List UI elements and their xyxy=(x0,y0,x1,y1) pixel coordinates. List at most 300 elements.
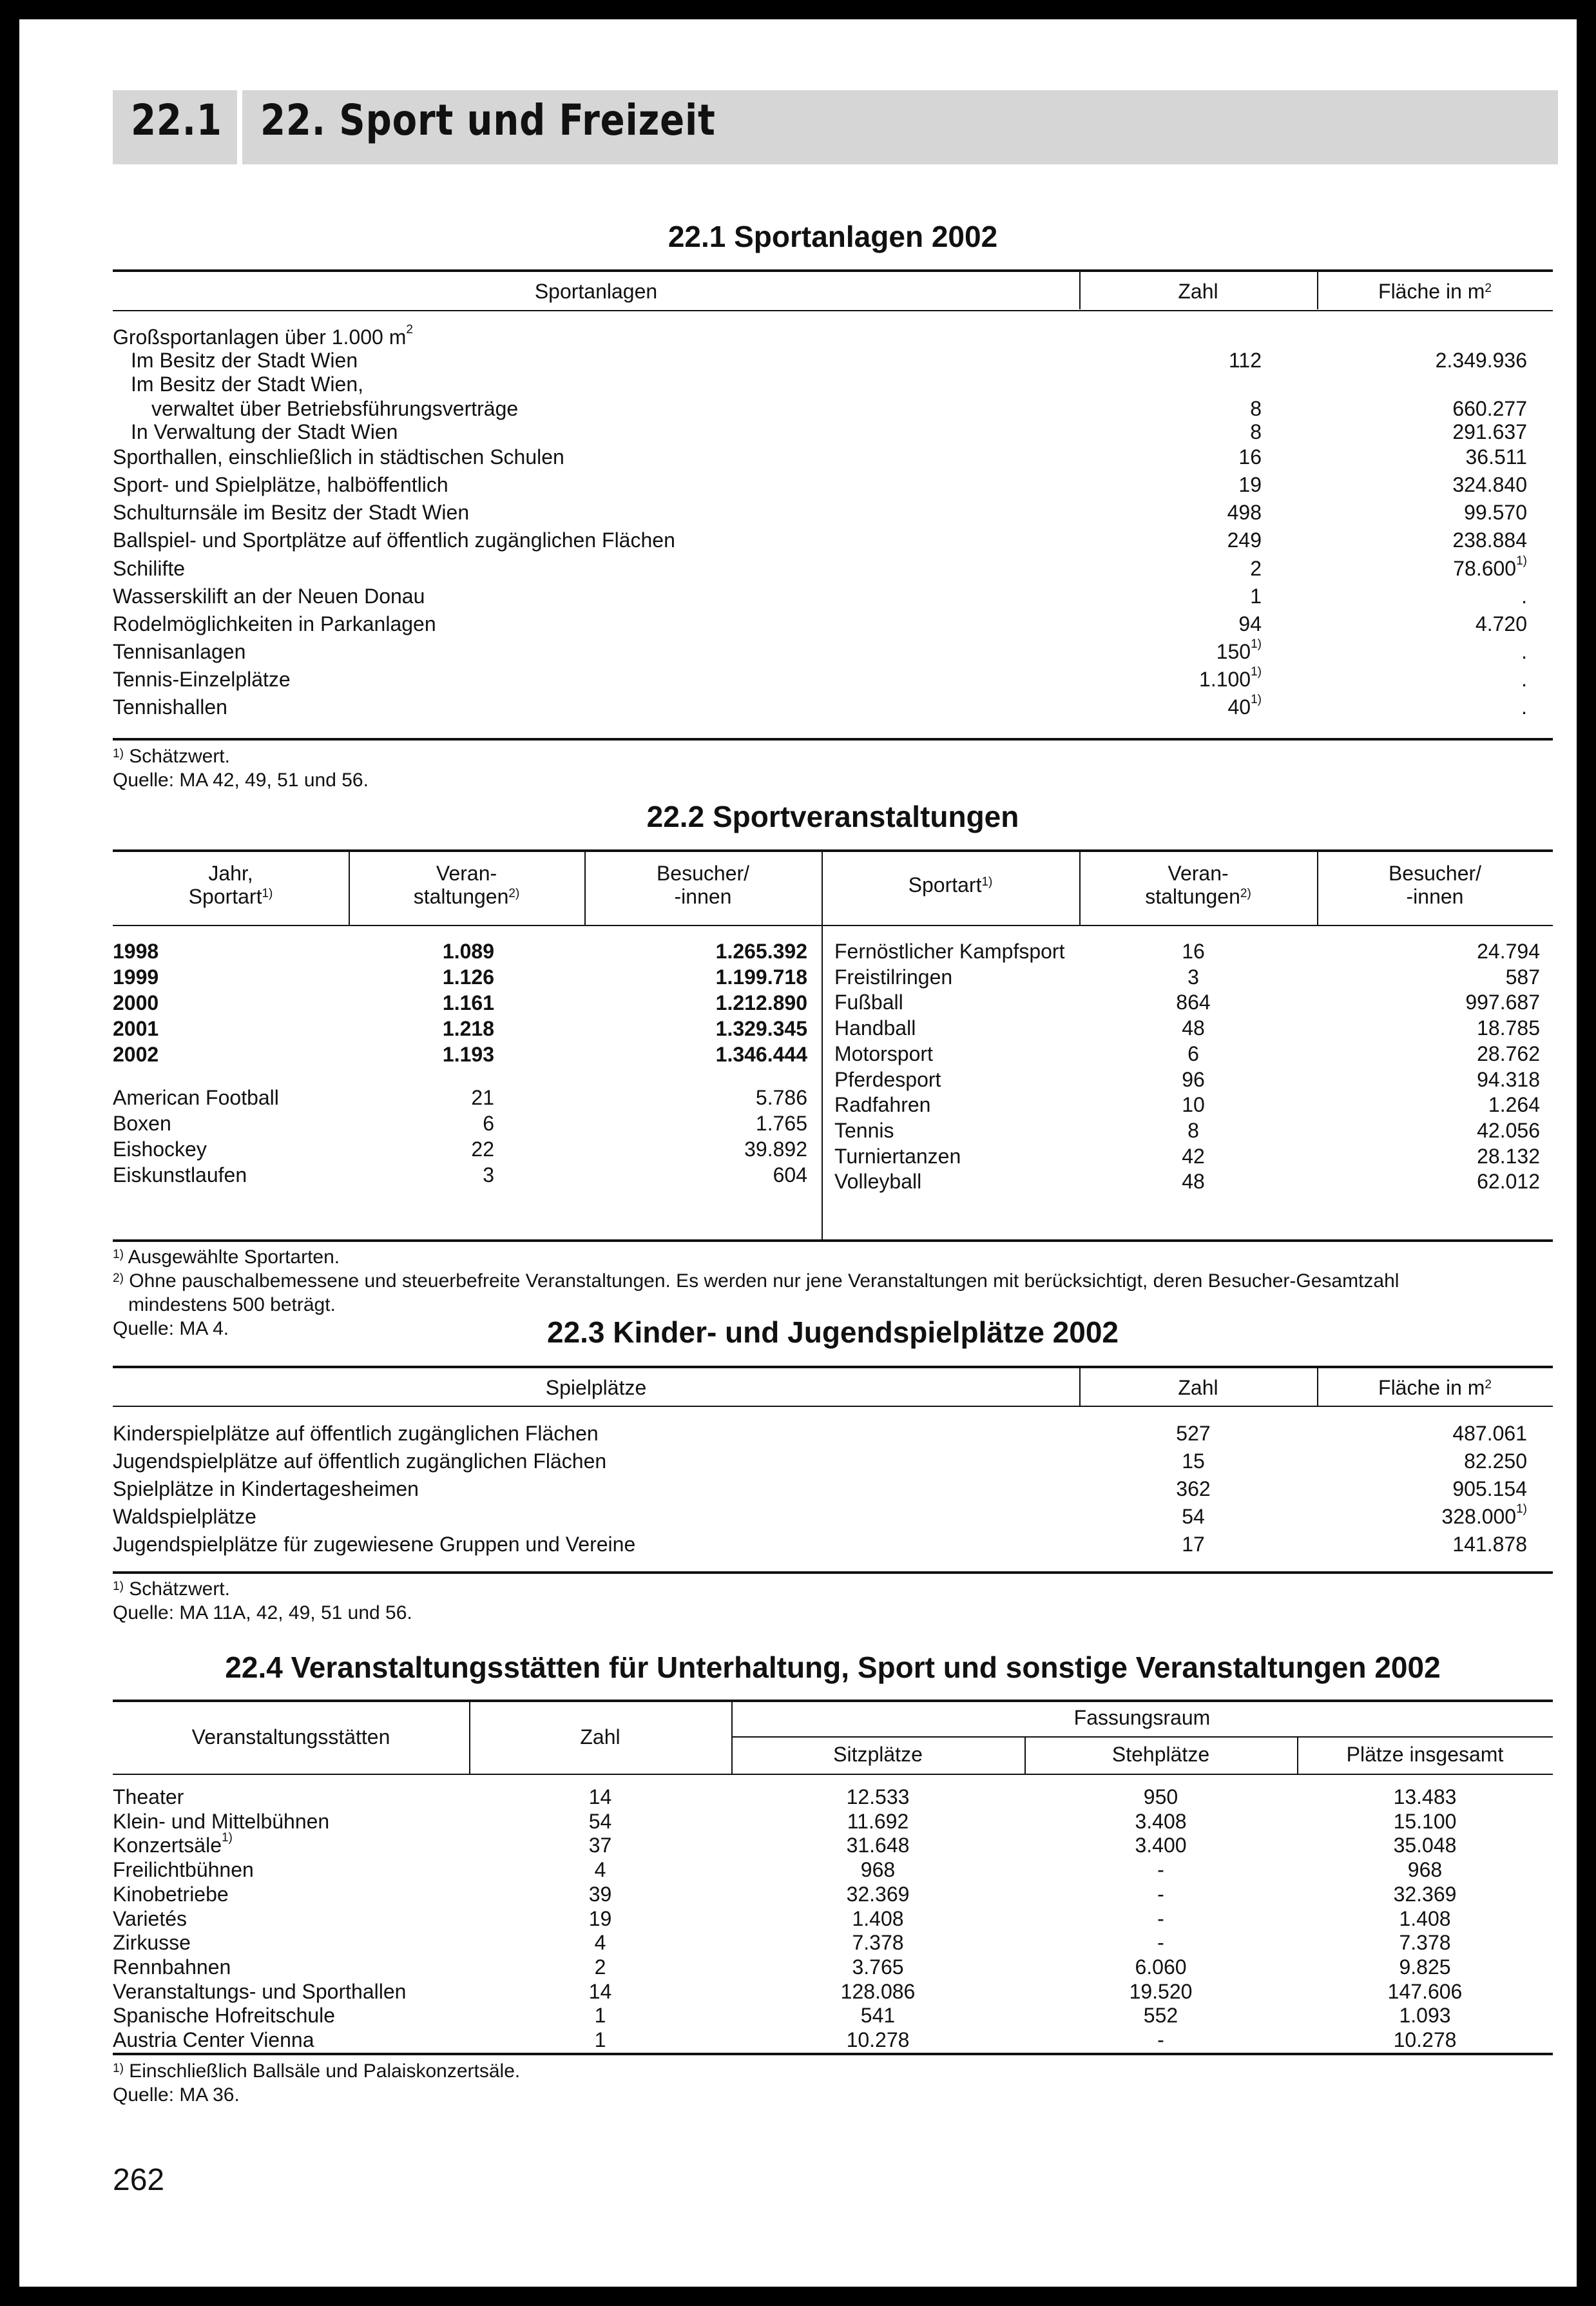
t1-row-label xyxy=(113,557,185,581)
t2-left-veran xyxy=(349,991,494,1015)
t3-row-zahl-text: 527 xyxy=(1176,1422,1211,1445)
t2-right-veran-text: 3 xyxy=(1187,965,1199,989)
t3-row-flaeche-text: 141.878 xyxy=(1452,1533,1527,1556)
t2-right-besucher xyxy=(1317,1042,1540,1066)
col-header-bes-line1: Besucher/ xyxy=(656,862,750,885)
t4-row-sitz-text: 968 xyxy=(860,1858,896,1882)
t1-row-zahl xyxy=(1079,501,1262,525)
t4-row-sitz-text: 7.378 xyxy=(852,1931,904,1955)
t4-row-zahl-text: 4 xyxy=(594,1858,606,1882)
source-note: Quelle: MA 4. xyxy=(113,1318,229,1339)
col-header-besucher xyxy=(584,862,822,908)
t2-left-veran xyxy=(349,1138,494,1161)
t1-row-flaeche-text: 36.511 xyxy=(1465,445,1527,469)
t2-left-veran-text: 21 xyxy=(471,1086,494,1109)
superscript: 2) xyxy=(1240,887,1251,900)
t2-left-besucher-text: 1.212.890 xyxy=(715,991,807,1014)
t4-row-label xyxy=(113,2028,314,2052)
t2-right-label xyxy=(834,965,952,989)
col-header-stehplaetze: Stehplätze xyxy=(1111,1743,1210,1766)
t2-right-label-text: Handball xyxy=(834,1016,916,1040)
table-22-4 xyxy=(113,1637,1553,2153)
t4-row-label-text: Konzertsäle xyxy=(113,1834,222,1857)
t1-row-label-text: Tennishallen xyxy=(113,695,227,719)
source-note: Quelle: MA 36. xyxy=(113,2084,240,2106)
t2-left-label-text: 2001 xyxy=(113,1017,159,1040)
t4-row-gesamt xyxy=(1297,2004,1553,2028)
t4-row-zahl-text: 1 xyxy=(594,2004,606,2028)
t4-row-steh-text: 6.060 xyxy=(1135,1955,1187,1979)
t2-right-besucher-text: 94.318 xyxy=(1477,1067,1540,1091)
t4-row-sitz xyxy=(731,1980,1024,2004)
footnote-text: Schätzwert. xyxy=(129,746,230,767)
t3-row-zahl xyxy=(1079,1477,1307,1501)
t2-right-veran-text: 10 xyxy=(1182,1093,1205,1117)
t2-right-besucher xyxy=(1317,991,1540,1014)
t3-row-zahl-text: 362 xyxy=(1176,1477,1211,1500)
t1-row-flaeche xyxy=(1317,473,1527,497)
t1-row-flaeche-text: 4.720 xyxy=(1475,612,1527,635)
t4-row-zahl xyxy=(469,1834,731,1857)
t2-right-veran-text: 864 xyxy=(1176,991,1211,1014)
footnote-2-cont: mindestens 500 beträgt. xyxy=(128,1294,336,1315)
t2-left-besucher-text: 5.786 xyxy=(755,1086,807,1109)
t1-row-label-text: Schulturnsäle im Besitz der Stadt Wien xyxy=(113,501,470,524)
t1-row-label-text: Sport- und Spielplätze, halböffentlich xyxy=(113,473,448,496)
t2-right-label xyxy=(834,1016,916,1040)
t1-row-label xyxy=(113,585,425,608)
t4-row-sitz-text: 128.086 xyxy=(840,1979,916,2003)
t4-row-gesamt-text: 32.369 xyxy=(1393,1882,1457,1906)
t2-right-besucher-text: 24.794 xyxy=(1477,940,1540,963)
t4-row-label xyxy=(113,1883,229,1906)
t2-right-veran xyxy=(1079,1042,1307,1066)
t4-row-steh xyxy=(1024,1883,1297,1906)
t4-row-label-text: Zirkusse xyxy=(113,1931,191,1955)
t3-row-zahl-text: 15 xyxy=(1182,1449,1205,1473)
t4-row-steh xyxy=(1024,1858,1297,1882)
col-header-zahl: Zahl xyxy=(580,1725,620,1749)
col-header-jahr-line1: Jahr, xyxy=(208,862,253,885)
t4-row-steh-text: - xyxy=(1157,1931,1164,1955)
t2-right-besucher-text: 62.012 xyxy=(1477,1170,1540,1194)
t3-row-label-text: Jugendspielplätze auf öffentlich zugänglichen Flächen xyxy=(113,1449,607,1473)
col-header-flaeche-text: Fläche in m xyxy=(1378,1376,1485,1399)
t4-row-label-text: Freilichtbühnen xyxy=(113,1858,254,1882)
t1-row-flaeche xyxy=(1317,585,1527,608)
t3-row-zahl xyxy=(1079,1533,1307,1556)
group-underline xyxy=(731,1736,1553,1738)
footnote-marker: 1) xyxy=(113,2062,124,2075)
t2-left-veran-text: 3 xyxy=(483,1163,494,1187)
t2-right-label-text: Tennis xyxy=(834,1118,894,1142)
t1-row-zahl xyxy=(1079,695,1262,719)
col-header-bes-line1: Besucher/ xyxy=(1388,862,1482,885)
t4-row-gesamt-text: 9.825 xyxy=(1399,1955,1451,1979)
footnote-marker: 1) xyxy=(113,747,124,761)
t4-row-steh-text: - xyxy=(1157,1858,1164,1882)
t3-row-label-text: Waldspielplätze xyxy=(113,1505,256,1528)
col-header-sportanlagen: Sportanlagen xyxy=(534,280,658,303)
t4-row-steh-text: - xyxy=(1157,1882,1164,1906)
t4-row-zahl-text: 14 xyxy=(588,1979,612,2003)
footnote-1 xyxy=(113,1577,230,1601)
col-header-besucher-right xyxy=(1317,862,1553,908)
t2-left-veran xyxy=(349,1086,494,1110)
t3-row-flaeche xyxy=(1317,1533,1527,1556)
t2-left-besucher-text: 1.329.345 xyxy=(715,1017,807,1040)
t1-row-zahl xyxy=(1079,585,1262,608)
t2-left-veran-text: 6 xyxy=(483,1112,494,1135)
t3-row-flaeche-text: 487.061 xyxy=(1452,1422,1527,1445)
t2-left-label xyxy=(113,991,159,1015)
t3-row-zahl xyxy=(1079,1505,1307,1529)
t4-row-label xyxy=(113,1907,187,1931)
table-22-1 xyxy=(113,213,1553,793)
t1-row-label-text: Wasserskilift an der Neuen Donau xyxy=(113,585,425,608)
t4-row-label xyxy=(113,1810,329,1834)
t2-left-besucher xyxy=(584,1043,807,1067)
t2-left-besucher xyxy=(584,965,807,989)
footnote-text: Ohne pauschalbemessene und steuerbefreite Veranstaltungen. Es werden nur jene Veranstaltungen mit berücksichtigt, deren Besucher-Gesamtzahl xyxy=(129,1270,1399,1292)
t3-row-flaeche xyxy=(1317,1502,1527,1529)
rule xyxy=(113,1366,1553,1368)
rule xyxy=(113,2053,1553,2055)
t3-row-zahl xyxy=(1079,1422,1307,1446)
t3-row-flaeche xyxy=(1317,1449,1527,1473)
t4-row-zahl-text: 39 xyxy=(588,1882,612,1906)
t2-right-besucher xyxy=(1317,940,1540,964)
t4-row-label xyxy=(113,2004,335,2028)
t1-row-label xyxy=(131,349,358,373)
t2-left-besucher-text: 1.265.392 xyxy=(715,940,807,963)
t3-row-zahl-text: 17 xyxy=(1182,1533,1205,1556)
t2-left-label-text: Boxen xyxy=(113,1112,171,1135)
table-22-3-title: 22.3 Kinder- und Jugendspielplätze 2002 xyxy=(546,1315,1119,1349)
t2-left-besucher xyxy=(584,991,807,1015)
t1-row-label xyxy=(113,640,245,664)
footnote-marker: 1) xyxy=(113,1248,124,1261)
t2-left-veran-text: 1.193 xyxy=(442,1043,494,1066)
t4-row-label-text: Rennbahnen xyxy=(113,1955,231,1979)
t4-row-sitz-text: 31.648 xyxy=(846,1834,910,1857)
t4-row-sitz xyxy=(731,2028,1024,2052)
t1-row-label-text: Rodelmöglichkeiten in Parkanlagen xyxy=(113,612,436,635)
t2-right-besucher xyxy=(1317,1068,1540,1092)
t2-right-veran-text: 48 xyxy=(1182,1016,1205,1040)
t3-row-zahl-text: 54 xyxy=(1182,1505,1205,1528)
col-header-flaeche-text: Fläche in m xyxy=(1378,280,1485,303)
t3-row-flaeche-text: 328.000 xyxy=(1441,1505,1517,1528)
rule xyxy=(113,1774,1553,1775)
superscript: 1) xyxy=(221,1831,233,1845)
t4-row-sitz xyxy=(731,1810,1024,1834)
t2-right-label xyxy=(834,1068,941,1092)
footnote-text: Ausgewählte Sportarten. xyxy=(128,1246,340,1268)
t2-right-veran xyxy=(1079,1170,1307,1194)
t4-row-zahl-text: 14 xyxy=(588,1785,612,1808)
t4-row-sitz-text: 1.408 xyxy=(852,1906,904,1930)
t1-row-label xyxy=(131,373,363,396)
t2-left-veran xyxy=(349,1043,494,1067)
t4-row-steh xyxy=(1024,2028,1297,2052)
t4-row-gesamt xyxy=(1297,1907,1553,1931)
t1-row-flaeche-text: . xyxy=(1521,668,1527,691)
rule xyxy=(113,1571,1553,1574)
t1-row-label xyxy=(113,473,448,497)
superscript: 2 xyxy=(1485,1378,1492,1391)
t2-left-label-text: American Football xyxy=(113,1086,279,1109)
t4-row-sitz-text: 10.278 xyxy=(846,2028,910,2051)
page-sheet xyxy=(19,19,1577,2287)
col-header-veran-line1: Veran- xyxy=(1168,862,1229,885)
col-header-veran-line2: staltungen xyxy=(413,885,509,908)
t4-row-zahl-text: 19 xyxy=(588,1906,612,1930)
t1-row-flaeche-text: . xyxy=(1521,585,1527,608)
t4-row-sitz-text: 12.533 xyxy=(846,1785,910,1808)
superscript: 1) xyxy=(1516,1502,1527,1516)
table-22-4-title: 22.4 Veranstaltungsstätten für Unterhaltung, Sport und sonstige Veranstaltungen 2002 xyxy=(225,1651,1441,1684)
t1-row-zahl-text: 8 xyxy=(1250,420,1262,443)
t4-row-zahl-text: 54 xyxy=(588,1809,612,1833)
t1-row-flaeche xyxy=(1317,445,1527,469)
t2-right-veran xyxy=(1079,1145,1307,1168)
t1-row-zahl xyxy=(1079,557,1262,581)
t4-row-label-text: Klein- und Mittelbühnen xyxy=(113,1809,330,1833)
t2-right-label-text: Pferdesport xyxy=(834,1067,941,1091)
t4-row-gesamt-text: 147.606 xyxy=(1387,1979,1463,2003)
t1-row-label xyxy=(151,397,518,421)
t1-row-label xyxy=(113,445,564,469)
t4-row-steh xyxy=(1024,1955,1297,1979)
t4-row-steh xyxy=(1024,1907,1297,1931)
footnote-1 xyxy=(113,744,230,768)
col-header-sportart-text: Sportart xyxy=(908,873,982,896)
t1-row-zahl xyxy=(1079,445,1262,469)
col-header-veranstaltungen-right xyxy=(1079,862,1317,908)
t1-row-zahl-text: 8 xyxy=(1250,397,1262,420)
footnote-marker: 1) xyxy=(113,1580,124,1593)
col-header-veran-line1: Veran- xyxy=(436,862,497,885)
t2-right-besucher-text: 587 xyxy=(1505,965,1540,989)
t4-row-sitz xyxy=(731,1785,1024,1809)
t2-right-label xyxy=(834,1093,930,1117)
t4-row-gesamt xyxy=(1297,1955,1553,1979)
t1-row-flaeche xyxy=(1317,612,1527,636)
superscript: 1) xyxy=(1251,693,1262,706)
t2-left-label xyxy=(113,1043,159,1067)
t2-left-besucher-text: 1.199.718 xyxy=(715,965,807,989)
t2-right-veran-text: 48 xyxy=(1182,1170,1205,1194)
t2-right-besucher xyxy=(1317,965,1540,989)
t1-row-zahl-text: 1.100 xyxy=(1199,668,1251,691)
superscript: 1) xyxy=(1516,554,1527,568)
t2-left-label-text: 2002 xyxy=(113,1043,159,1066)
t1-row-flaeche xyxy=(1317,397,1527,421)
source-note: Quelle: MA 42, 49, 51 und 56. xyxy=(113,770,369,791)
t1-row-label xyxy=(113,325,413,349)
t1-row-zahl xyxy=(1079,528,1262,552)
t2-left-besucher-text: 39.892 xyxy=(744,1138,807,1161)
t2-right-label-text: Freistilringen xyxy=(834,965,953,989)
t4-row-zahl-text: 2 xyxy=(594,1955,606,1979)
t1-row-label xyxy=(113,612,436,636)
t2-right-label-text: Volleyball xyxy=(834,1170,922,1194)
footnote-2 xyxy=(113,1269,1399,1293)
superscript: 2 xyxy=(1485,282,1492,295)
rule xyxy=(113,1239,1553,1242)
t2-right-veran-text: 42 xyxy=(1182,1144,1205,1168)
t2-right-veran xyxy=(1079,965,1307,989)
rule xyxy=(113,1406,1553,1407)
t2-right-besucher xyxy=(1317,1145,1540,1168)
t1-row-zahl xyxy=(1079,420,1262,444)
t2-left-label xyxy=(113,1163,247,1187)
t2-left-veran xyxy=(349,940,494,964)
t4-row-label xyxy=(113,1980,406,2004)
t1-row-label xyxy=(113,695,227,719)
t2-right-label xyxy=(834,940,1064,964)
superscript: 2 xyxy=(406,323,413,336)
t4-row-gesamt xyxy=(1297,1883,1553,1906)
t2-right-besucher-text: 28.762 xyxy=(1477,1042,1540,1065)
t1-row-zahl-text: 94 xyxy=(1238,612,1262,635)
t2-left-label xyxy=(113,940,159,964)
t2-left-besucher xyxy=(584,1086,807,1110)
t2-right-besucher-text: 28.132 xyxy=(1477,1144,1540,1168)
t4-row-steh xyxy=(1024,2004,1297,2028)
t3-row-flaeche xyxy=(1317,1422,1527,1446)
t4-row-sitz xyxy=(731,2004,1024,2028)
t2-right-label xyxy=(834,1042,933,1066)
t2-left-besucher xyxy=(584,940,807,964)
t2-right-veran xyxy=(1079,1119,1307,1143)
t1-row-label-text: Ballspiel- und Sportplätze auf öffentlich zugänglichen Flächen xyxy=(113,528,675,552)
t4-row-gesamt-text: 13.483 xyxy=(1393,1785,1457,1808)
rule xyxy=(113,738,1553,741)
t2-right-besucher-text: 1.264 xyxy=(1488,1093,1540,1117)
footnote-1 xyxy=(113,1245,340,1269)
t2-right-veran xyxy=(1079,1093,1307,1117)
col-header-jahr-line2-wrap xyxy=(113,885,349,908)
t1-row-flaeche-text: 99.570 xyxy=(1464,501,1527,524)
t2-left-besucher xyxy=(584,1112,807,1136)
t1-row-flaeche xyxy=(1317,695,1527,719)
t1-row-label xyxy=(113,501,469,525)
t2-left-veran-text: 1.218 xyxy=(442,1017,494,1040)
t2-left-veran-text: 1.161 xyxy=(442,991,494,1014)
t1-row-zahl xyxy=(1079,397,1262,421)
t1-row-zahl-text: 16 xyxy=(1238,445,1262,469)
t4-row-sitz xyxy=(731,1858,1024,1882)
t1-row-flaeche xyxy=(1317,501,1527,525)
chapter-title: 22. Sport und Freizeit xyxy=(260,95,716,145)
t2-right-label xyxy=(834,1119,894,1143)
t3-row-label xyxy=(113,1533,635,1556)
t2-right-besucher-text: 997.687 xyxy=(1465,991,1540,1014)
col-header-sportart xyxy=(822,873,1079,896)
t4-row-sitz xyxy=(731,1955,1024,1979)
t2-left-label xyxy=(113,1138,207,1161)
table-22-3 xyxy=(113,1302,1553,1637)
superscript: 1) xyxy=(1251,637,1262,651)
t2-left-besucher-text: 1.765 xyxy=(755,1112,807,1135)
t4-row-sitz-text: 541 xyxy=(860,2004,896,2028)
t4-row-zahl xyxy=(469,1785,731,1809)
t1-row-label xyxy=(113,668,291,692)
t1-row-flaeche xyxy=(1317,668,1527,692)
t4-row-zahl xyxy=(469,1907,731,1931)
col-header-staetten: Veranstaltungsstätten xyxy=(191,1725,390,1749)
t3-row-label xyxy=(113,1505,256,1529)
col-divider-center xyxy=(822,851,823,1239)
footnote-text: Schätzwert. xyxy=(129,1578,230,1600)
t2-right-besucher xyxy=(1317,1119,1540,1143)
t2-right-besucher-text: 42.056 xyxy=(1477,1118,1540,1142)
t2-left-label-text: Eishockey xyxy=(113,1138,207,1161)
t2-left-label xyxy=(113,1086,279,1110)
t1-row-flaeche-text: 291.637 xyxy=(1452,420,1527,443)
t3-row-flaeche-text: 905.154 xyxy=(1452,1477,1527,1500)
col-header-flaeche xyxy=(1317,280,1553,303)
t3-row-zahl xyxy=(1079,1449,1307,1473)
t1-row-zahl-text: 19 xyxy=(1238,473,1262,496)
t2-right-veran xyxy=(1079,940,1307,964)
t4-row-steh xyxy=(1024,1785,1297,1809)
superscript: 2) xyxy=(508,887,520,900)
t3-row-label-text: Jugendspielplätze für zugewiesene Gruppen und Vereine xyxy=(113,1533,636,1556)
t1-row-zahl-text: 2 xyxy=(1250,557,1262,580)
t2-right-label-text: Motorsport xyxy=(834,1042,933,1065)
t4-row-gesamt xyxy=(1297,1810,1553,1834)
t4-row-sitz-text: 3.765 xyxy=(852,1955,904,1979)
t4-row-label xyxy=(113,1955,231,1979)
t4-row-label xyxy=(113,1931,191,1955)
t1-row-zahl-text: 249 xyxy=(1227,528,1262,552)
superscript: 1) xyxy=(981,875,993,889)
t2-left-besucher-text: 1.346.444 xyxy=(715,1043,807,1066)
rule xyxy=(113,1700,1553,1702)
t4-row-zahl-text: 37 xyxy=(588,1834,612,1857)
t4-row-zahl xyxy=(469,1883,731,1906)
t2-right-veran-text: 8 xyxy=(1187,1118,1199,1142)
col-header-veranstaltungen xyxy=(349,862,584,908)
t4-row-label-text: Spanische Hofreitschule xyxy=(113,2004,336,2028)
t4-row-gesamt xyxy=(1297,1834,1553,1857)
t1-row-flaeche-text: 2.349.936 xyxy=(1435,349,1527,372)
t2-right-veran xyxy=(1079,1068,1307,1092)
t1-row-label-text: Schilifte xyxy=(113,557,186,580)
t3-row-label xyxy=(113,1477,419,1501)
chapter-title-box xyxy=(237,90,1558,164)
t2-right-besucher xyxy=(1317,1170,1540,1194)
t4-row-zahl xyxy=(469,1858,731,1882)
t1-row-flaeche-text: 660.277 xyxy=(1452,397,1527,420)
superscript: 1) xyxy=(262,887,273,900)
t1-row-zahl xyxy=(1079,612,1262,636)
t3-row-label xyxy=(113,1422,599,1446)
t4-row-label-text: Theater xyxy=(113,1785,184,1808)
chapter-number-box xyxy=(113,90,238,164)
t2-right-besucher-text: 18.785 xyxy=(1477,1016,1540,1040)
col-header-veran-line2-wrap xyxy=(349,885,584,908)
t2-right-label-text: Fußball xyxy=(834,991,903,1014)
t2-left-label-text: 1998 xyxy=(113,940,159,963)
footnote-1 xyxy=(113,2059,520,2083)
t1-row-zahl-text: 498 xyxy=(1227,501,1262,524)
t4-row-steh xyxy=(1024,1980,1297,2004)
t4-row-gesamt xyxy=(1297,1931,1553,1955)
